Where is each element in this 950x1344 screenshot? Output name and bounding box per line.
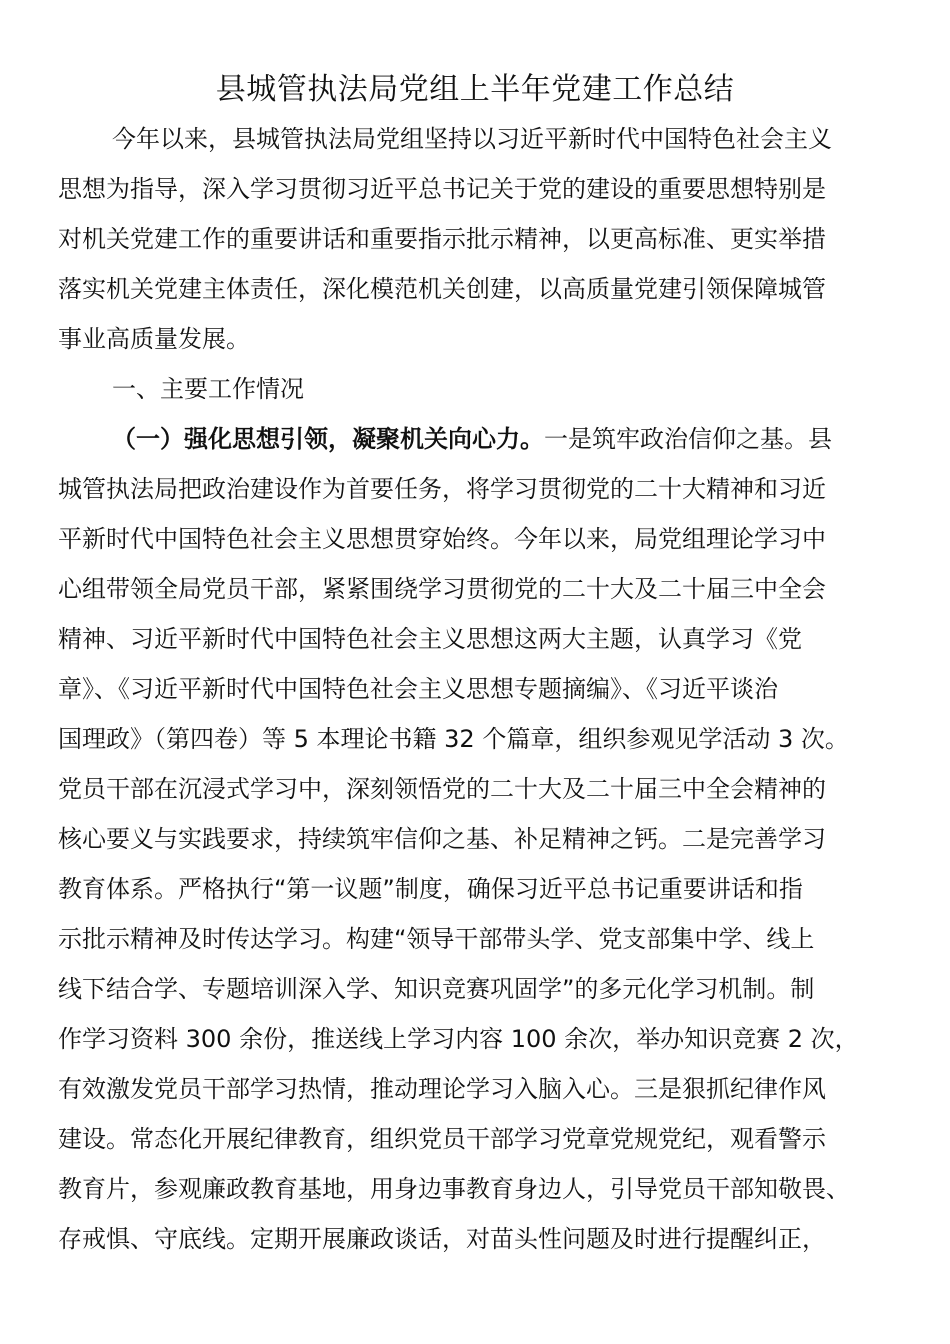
body-line: 精神、习近平新时代中国特色社会主义思想这两大主题，认真学习《党 (58, 625, 802, 653)
intro-line: 今年以来，县城管执法局党组坚持以习近平新时代中国特色社会主义 (112, 125, 832, 153)
body-line: 作学习资料 300 余份，推送线上学习内容 100 余次，举办知识竞赛 2 次， (58, 1025, 859, 1053)
body-line: 平新时代中国特色社会主义思想贯穿始终。今年以来，局党组理论学习中 (58, 525, 826, 553)
document-title: 县城管执法局党组上半年党建工作总结 (215, 72, 735, 107)
intro-line: 对机关党建工作的重要讲话和重要指示批示精神，以更高标准、更实举措 (58, 225, 826, 253)
body-line: 建设。常态化开展纪律教育，组织党员干部学习党章党规党纪，观看警示 (58, 1125, 826, 1153)
subsection-first-line (58, 414, 892, 464)
intro-line: 思想为指导，深入学习贯彻习近平总书记关于党的建设的重要思想特别是 (58, 175, 826, 203)
body-line: 有效激发党员干部学习热情，推动理论学习入脑入心。三是狠抓纪律作风 (58, 1075, 826, 1103)
document-body (58, 114, 892, 1264)
body-line: 城管执法局把政治建设作为首要任务，将学习贯彻党的二十大精神和习近 (58, 475, 826, 503)
body-line: 教育片，参观廉政教育基地，用身边事教育身边人，引导党员干部知敬畏、 (58, 1175, 850, 1203)
body-line: 存戒惧、守底线。定期开展廉政谈话，对苗头性问题及时进行提醒纠正， (58, 1225, 826, 1253)
intro-line: 事业高质量发展。 (58, 325, 250, 353)
body-line: 章》、《习近平新时代中国特色社会主义思想专题摘编》、《习近平谈治 (58, 675, 778, 703)
body-line: 教育体系。严格执行“第一议题”制度，确保习近平总书记重要讲话和指 (58, 875, 803, 903)
intro-line: 落实机关党建主体责任，深化模范机关创建，以高质量党建引领保障城管 (58, 275, 826, 303)
subsection-heading: （一）强化思想引领，凝聚机关向心力。 (112, 425, 544, 453)
subsection-first-line-text: 一是筑牢政治信仰之基。县 (544, 425, 832, 453)
body-line: 党员干部在沉浸式学习中，深刻领悟党的二十大及二十届三中全会精神的 (58, 775, 826, 803)
body-line: 线下结合学、专题培训深入学、知识竞赛巩固学”的多元化学习机制。制 (58, 975, 815, 1003)
body-line: 示批示精神及时传达学习。构建“领导干部带头学、党支部集中学、线上 (58, 925, 815, 953)
body-line: 国理政》（第四卷）等 5 本理论书籍 32 个篇章，组织参观见学活动 3 次。 (58, 725, 849, 753)
body-line: 心组带领全局党员干部，紧紧围绕学习贯彻党的二十大及二十届三中全会 (58, 575, 826, 603)
body-line: 核心要义与实践要求，持续筑牢信仰之基、补足精神之钙。二是完善学习 (58, 825, 826, 853)
section-heading: 一、主要工作情况 (112, 375, 304, 403)
